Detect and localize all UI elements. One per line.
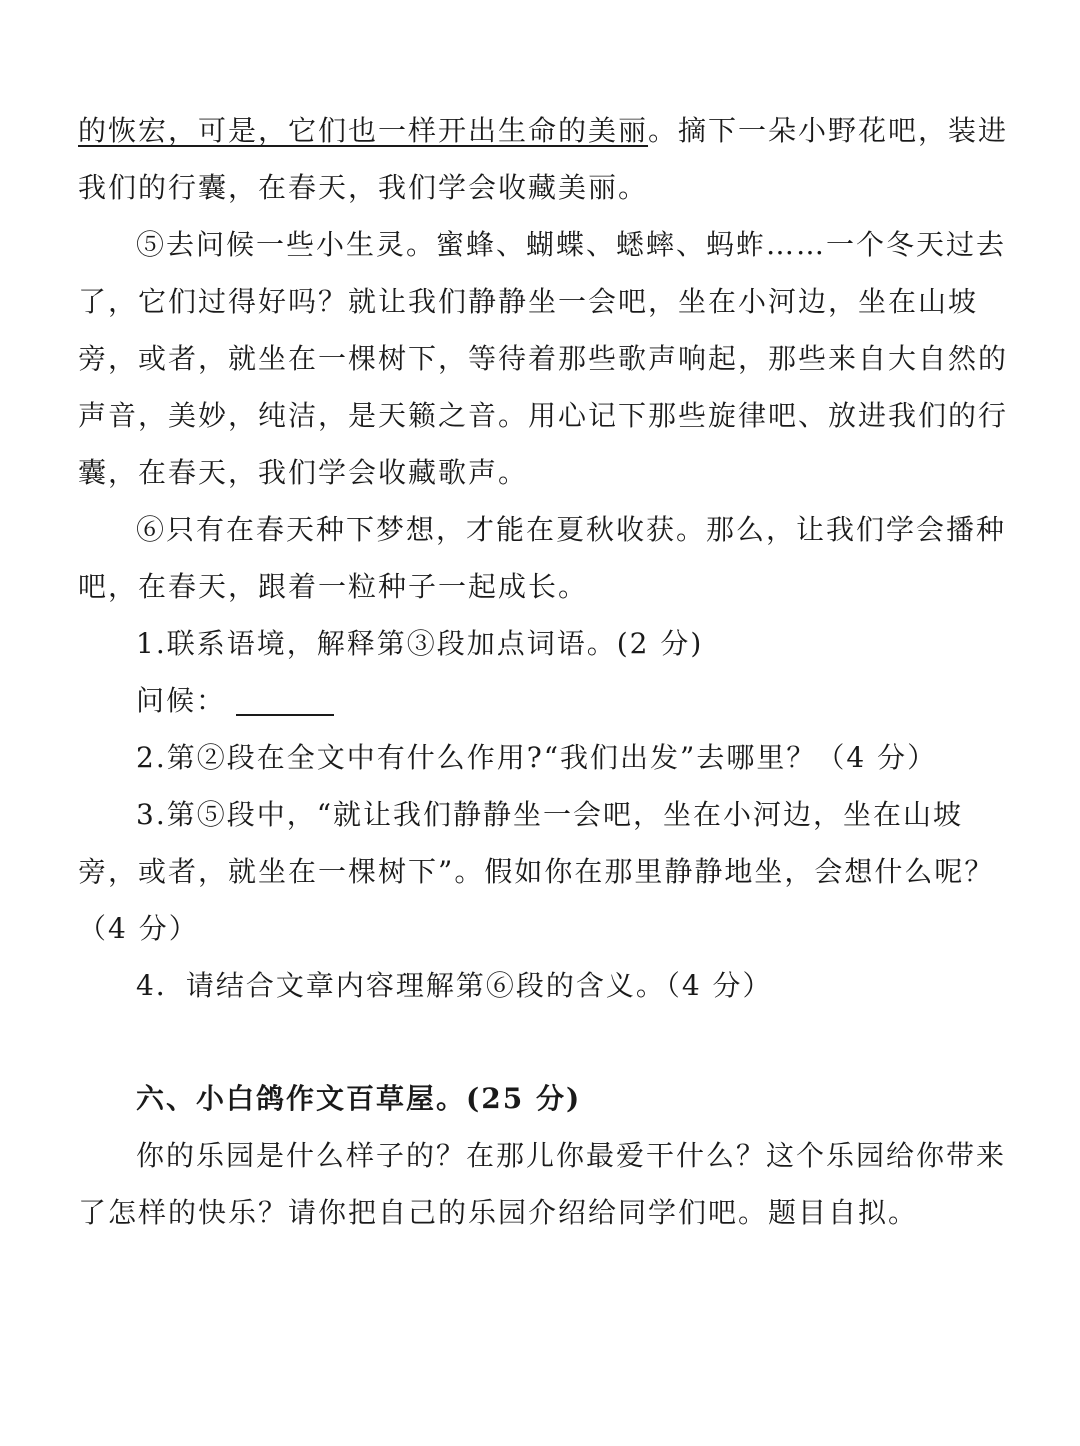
paragraph-5-line-3: 旁，或者，就坐在一棵树下，等待着那些歌声响起，那些来自大自然的 bbox=[78, 342, 1009, 375]
paragraph-5-line-1: ⑤去问候一些小生灵。蜜蜂、蝴蝶、蟋蟀、蚂蚱……一个冬天过去 bbox=[136, 228, 1007, 261]
question-3-line-1: 3.第⑤段中，“就让我们静静坐一会吧，坐在小河边，坐在山坡 bbox=[136, 798, 964, 831]
paragraph-4-line-1 bbox=[78, 112, 1008, 150]
question-2: 2.第②段在全文中有什么作用?“我们出发”去哪里？（4 分） bbox=[136, 741, 938, 774]
paragraph-6-line-2: 吧，在春天，跟着一粒种子一起成长。 bbox=[78, 570, 589, 603]
question-4: 4．请结合文章内容理解第⑥段的含义。（4 分） bbox=[136, 969, 773, 1002]
section-6-prompt-line-2: 了怎样的快乐？请你把自己的乐园介绍给同学们吧。题目自拟。 bbox=[78, 1196, 919, 1229]
question-3-line-2: 旁，或者，就坐在一棵树下”。假如你在那里静静地坐，会想什么呢？ bbox=[78, 855, 995, 888]
question-1-answer-row bbox=[136, 682, 334, 720]
answer-label: 问候： bbox=[136, 684, 227, 717]
question-3-line-3: （4 分） bbox=[78, 912, 199, 945]
paragraph-6-line-1: ⑥只有在春天种下梦想，才能在夏秋收获。那么，让我们学会播种 bbox=[136, 513, 1007, 546]
paragraph-5-line-5: 囊，在春天，我们学会收藏歌声。 bbox=[78, 456, 529, 489]
text-segment: 。摘下一朵小野花吧，装进 bbox=[648, 114, 1009, 147]
answer-blank[interactable] bbox=[236, 714, 334, 716]
paragraph-4-line-2: 我们的行囊，在春天，我们学会收藏美丽。 bbox=[78, 171, 649, 204]
underlined-sentence: 的恢宏，可是，它们也一样开出生命的美丽 bbox=[78, 114, 649, 147]
section-6-prompt-line-1: 你的乐园是什么样子的？在那儿你最爱干什么？这个乐园给你带来 bbox=[136, 1139, 1007, 1172]
section-heading: 六、小白鸽作文百草屋。(25 分) bbox=[136, 1082, 582, 1115]
paragraph-5-line-2: 了，它们过得好吗？就让我们静静坐一会吧，坐在小河边，坐在山坡 bbox=[78, 285, 979, 318]
question-1: 1.联系语境，解释第③段加点词语。(2 分) bbox=[136, 627, 704, 660]
paragraph-5-line-4: 声音，美妙，纯洁，是天籁之音。用心记下那些旋律吧、放进我们的行 bbox=[78, 399, 1009, 432]
